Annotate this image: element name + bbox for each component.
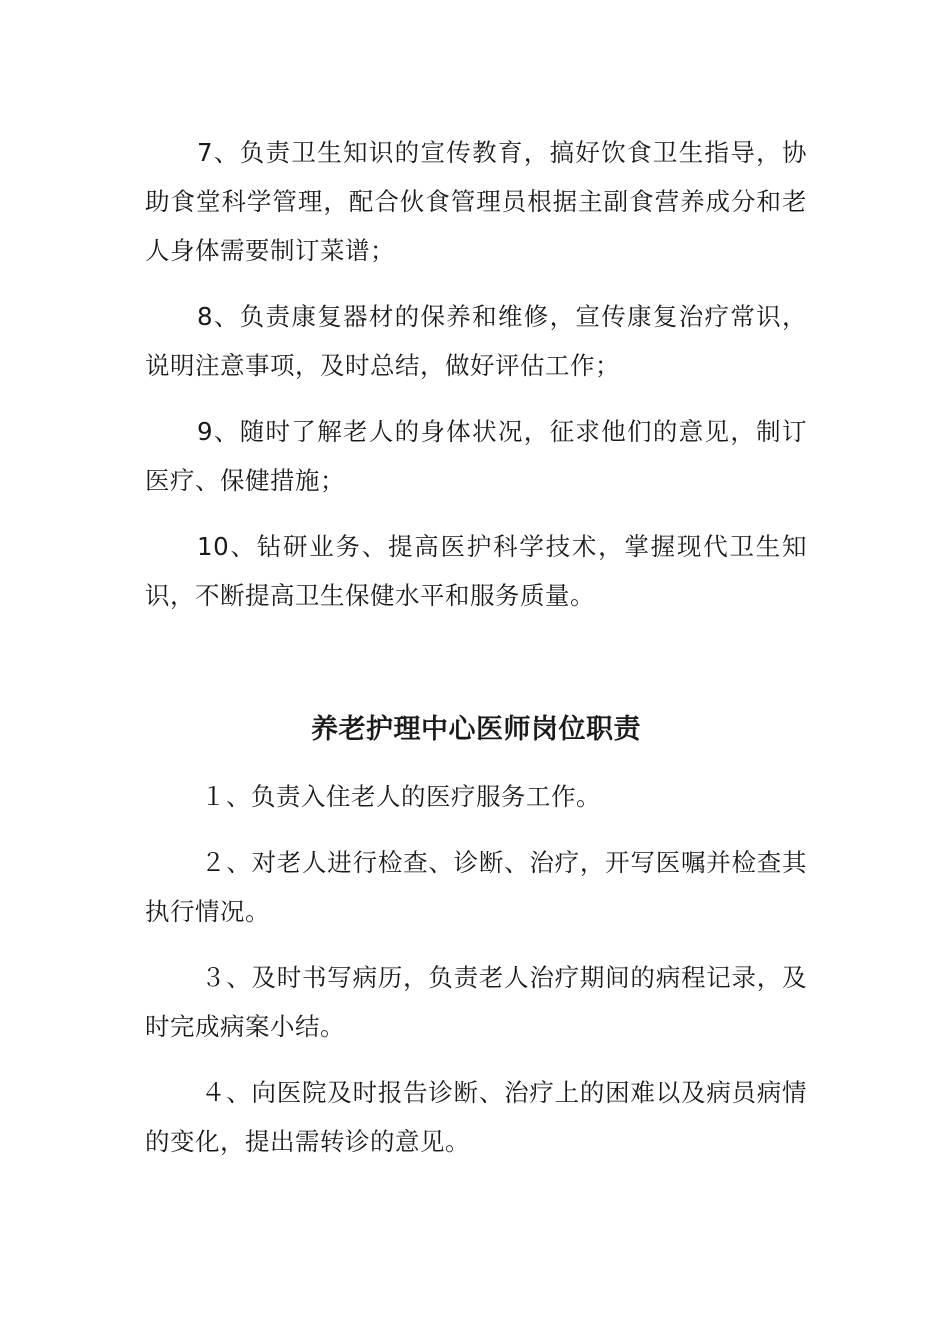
- section-title: 养老护理中心医师岗位职责: [311, 714, 641, 745]
- duty-item-8: 8、负责康复器材的保养和维修，宣传康复治疗常识，说明注意事项，及时总结，做好评估工作；: [145, 302, 807, 380]
- physician-duty-3: ３、及时书写病历，负责老人治疗期间的病程记录，及时完成病案小结。: [145, 963, 807, 1041]
- duty-item-10: 10、钻研业务、提高医护科学技术，掌握现代卫生知识，不断提高卫生保健水平和服务质量。: [145, 532, 807, 610]
- physician-duty-1: １、负责入住老人的医疗服务工作。: [201, 782, 601, 811]
- physician-duties-list: [145, 772, 807, 1166]
- physician-duty-2: ２、对老人进行检查、诊断、治疗，开写医嘱并检查其执行情况。: [145, 848, 807, 926]
- duty-item-9: 9、随时了解老人的身体状况，征求他们的意见，制订医疗、保健措施；: [145, 417, 807, 495]
- duty-item-7: 7、负责卫生知识的宣传教育，搞好饮食卫生指导，协助食堂科学管理，配合伙食管理员根据主副食营养成分和老人身体需要制订菜谱；: [145, 138, 807, 265]
- duties-list-continued: [145, 128, 807, 620]
- document-page: [145, 128, 807, 1183]
- physician-duty-4: ４、向医院及时报告诊断、治疗上的困难以及病员病情的变化，提出需转诊的意见。: [145, 1078, 807, 1156]
